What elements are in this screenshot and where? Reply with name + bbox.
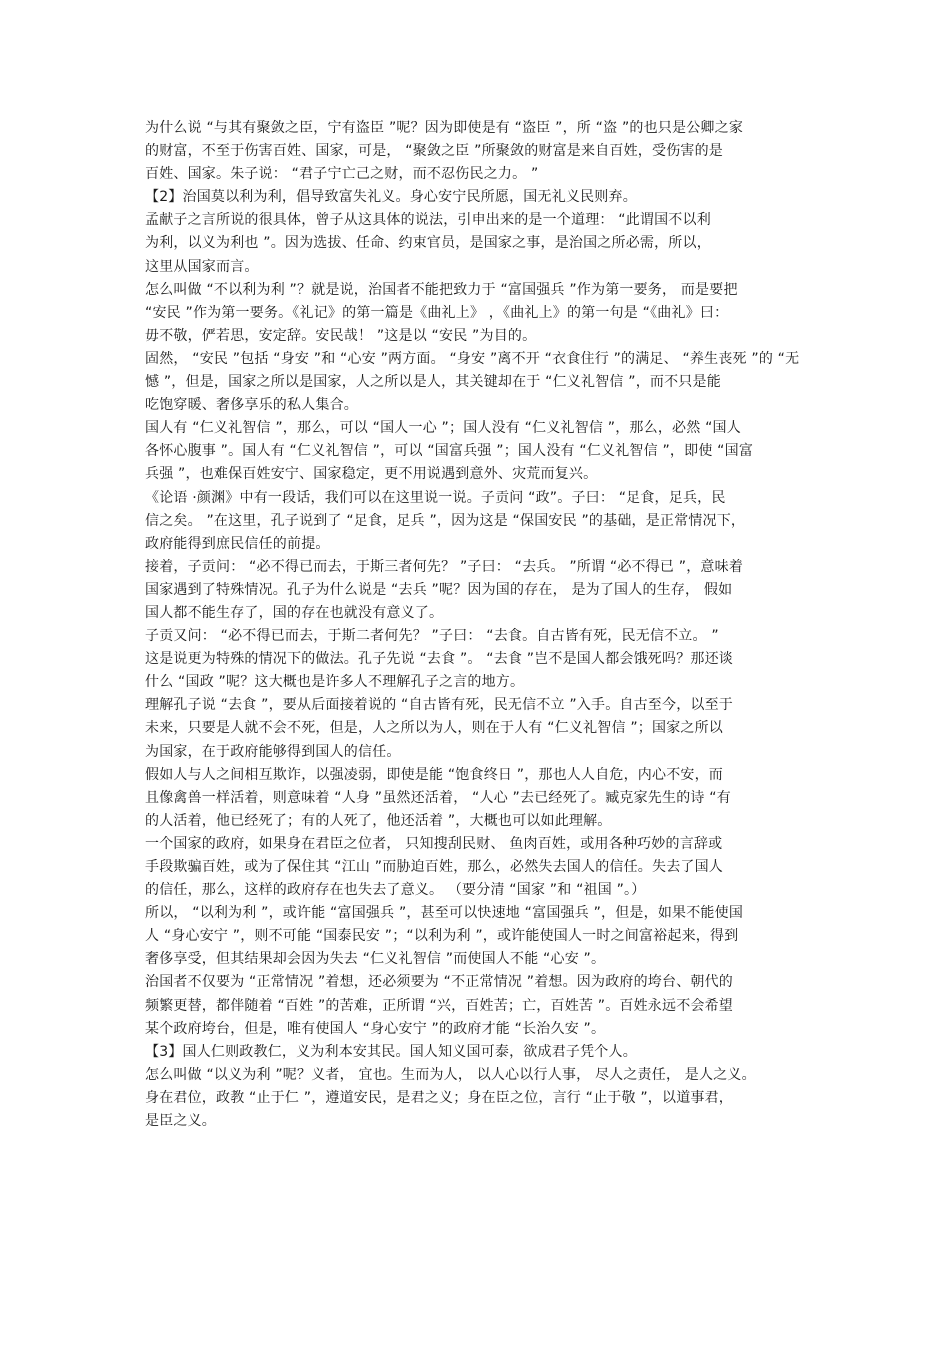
text-line: 一个国家的政府，如果身在君臣之位者， 只知搜刮民财、 鱼肉百姓，或用各种巧妙的言辞或 [145, 835, 723, 852]
text-line: 身在君位，政教 “止于仁 ”，遵道安民，是君之义；身在臣之位，言行 “止于敬 ”，以道事君， [145, 1089, 734, 1106]
text-line: 国人都不能生存了，国的存在也就没有意义了。 [145, 604, 444, 621]
text-line: 的信任，那么，这样的政府存在也失去了意义。 （要分清 “国家 ”和 “祖国 ”。） [145, 882, 646, 899]
text-line: 毋不敬，俨若思，安定辞。安民哉！ ”这是以 “安民 ”为目的。 [145, 327, 537, 344]
text-line: “安民 ”作为第一要务。《礼记》的第一篇是《曲礼上》 ，《曲礼上》的第一句是 “《曲礼》曰： [145, 304, 729, 321]
text-line: 且像禽兽一样活着，则意味着 “人身 ”虽然还活着， “人心 ”去已经死了。臧克家先生的诗 “有 [145, 789, 731, 806]
text-line: 未来，只要是人就不会不死，但是，人之所以为人，则在于人有 “仁义礼智信 ”；国家之所以 [145, 720, 724, 737]
text-line: 怎么叫做 “不以利为利 ”？就是说，治国者不能把致力于 “富国强兵 ”作为第一要务， 而是要把 [145, 281, 738, 298]
text-line: 国家遇到了特殊情况。孔子为什么说是 “去兵 ”呢？因为国的存在， 是为了国人的生存， 假如 [145, 581, 733, 598]
text-line: 国人有 “仁义礼智信 ”，那么，可以 “国人一心 ”；国人没有 “仁义礼智信 ”，那么，必然 “国人 [145, 420, 741, 437]
text-line: 怎么叫做 “以义为利 ”呢？义者， 宜也。生而为人， 以人心以行人事， 尽人之责任， 是人之义。 [145, 1066, 756, 1083]
section-heading-3: 【3】国人仁则政教仁，义为利本安其民。国人知义国可泰，欲成君子凭个人。 [145, 1043, 637, 1060]
text-line: 为利，以义为利也 ”。因为选拔、任命、约束官员，是国家之事，是治国之所必需，所以， [145, 235, 711, 252]
text-line: 的人活着，他已经死了；有的人死了，他还活着 ”，大概也可以如此理解。 [145, 812, 612, 829]
text-line: 百姓、国家。朱子说： “君子宁亡己之财，而不忍伤民之力。 ” [145, 166, 539, 183]
text-line: 治国者不仅要为 “正常情况 ”着想，还必须要为 “不正常情况 ”着想。因为政府的垮台、朝代的 [145, 974, 734, 991]
text-line: 信之矣。 ”在这里，孔子说到了 “足食，足兵 ”，因为这是 “保国安民 ”的基础，是正常情况下， [145, 512, 746, 529]
text-line: 接着，子贡问： “必不得已而去，于斯三者何先？ ”子曰： “去兵。 ”所谓 “必不得已 ”，意味着 [145, 558, 744, 575]
text-line: 所以， “以利为利 ”，或许能 “富国强兵 ”，甚至可以快速地 “富国强兵 ”，但是，如果不能使国 [145, 905, 744, 922]
text-line: 人 “身心安宁 ”，则不可能 “国泰民安 ”；“以利为利 ”，或许能使国人一时之间富裕起来，得到 [145, 928, 739, 945]
text-line: 兵强 ”，也难保百姓安宁、国家稳定，更不用说遇到意外、灾荒而复兴。 [145, 466, 598, 483]
text-line: 手段欺骗百姓，或为了保住其 “江山 ”而胁迫百姓，那么，必然失去国人的信任。失去了国人 [145, 859, 724, 875]
text-line: 各怀心腹事 ”。国人有 “仁义礼智信 ”，可以 “国富兵强 ”；国人没有 “仁义礼智信 ”，即使 “国富 [145, 443, 754, 460]
text-line: 为什么说 “与其有聚敛之臣，宁有盗臣 ”呢？因为即使是有 “盗臣 ”，所 “盗 ”的也只是公卿之家 [145, 120, 744, 136]
text-line: 是臣之义。 [145, 1113, 216, 1130]
text-line: 这是说更为特殊的情况下的做法。孔子先说 “去食 ”。 “去食 ”岂不是国人都会饿死吗？那还谈 [145, 651, 734, 668]
text-line: 孟献子之言所说的很具体，曾子从这具体的说法，引申出来的是一个道理： “此谓国不以利 [145, 212, 711, 229]
text-line: 子贡又问： “必不得已而去，于斯二者何先？ ”子曰： “去食。自古皆有死，民无信不立。 ” [145, 628, 719, 645]
text-line: 固然， “安民 ”包括 “身安 ”和 “心安 ”两方面。 “身安 ”离不开 “衣食住行 ”的满足、 “养生丧死 ”的 “无 [145, 350, 800, 367]
text-line: 政府能得到庶民信任的前提。 [145, 535, 330, 552]
text-line: 理解孔子说 “去食 ”，要从后面接着说的 “自古皆有死，民无信不立 ”入手。自古至今，以至于 [145, 697, 734, 714]
text-line: 假如人与人之间相互欺诈，以强凌弱，即使是能 “饱食终日 ”，那也人人自危，内心不安，而 [145, 766, 724, 783]
document-body [145, 117, 815, 1133]
text-line: 吃饱穿暖、奢侈享乐的私人集合。 [145, 397, 358, 414]
text-line: 什么 “国政 ”呢？这大概也是许多人不理解孔子之言的地方。 [145, 674, 525, 691]
section-heading-2: 【2】治国莫以利为利，倡导致富失礼义。身心安宁民所愿，国无礼义民则弃。 [145, 189, 637, 206]
text-line: 某个政府垮台，但是，唯有使国人 “身心安宁 ”的政府才能 “长治久安 ”。 [145, 1020, 606, 1037]
text-line: 憾 ”，但是，国家之所以是国家，人之所以是人，其关键却在于 “仁义礼智信 ”，而不只是能 [145, 374, 721, 391]
text-line: 为国家，在于政府能够得到国人的信任。 [145, 743, 401, 760]
text-line: 奢侈享受，但其结果却会因为失去 “仁义礼智信 ”而使国人不能 “心安 ”。 [145, 951, 606, 968]
text-line: 的财富，不至于伤害百姓、国家，可是， “聚敛之臣 ”所聚敛的财富是来自百姓，受伤害的是 [145, 143, 724, 160]
text-line: 频繁更替，都伴随着 “百姓 ”的苦难，正所谓 “兴，百姓苦；亡，百姓苦 ”。百姓永远不会希望 [145, 997, 734, 1014]
text-line: 《论语 ·颜渊》中有一段话，我们可以在这里说一说。子贡问 “政”。子曰： “足食，足兵，民 [145, 489, 726, 506]
text-line: 这里从国家而言。 [145, 258, 259, 275]
